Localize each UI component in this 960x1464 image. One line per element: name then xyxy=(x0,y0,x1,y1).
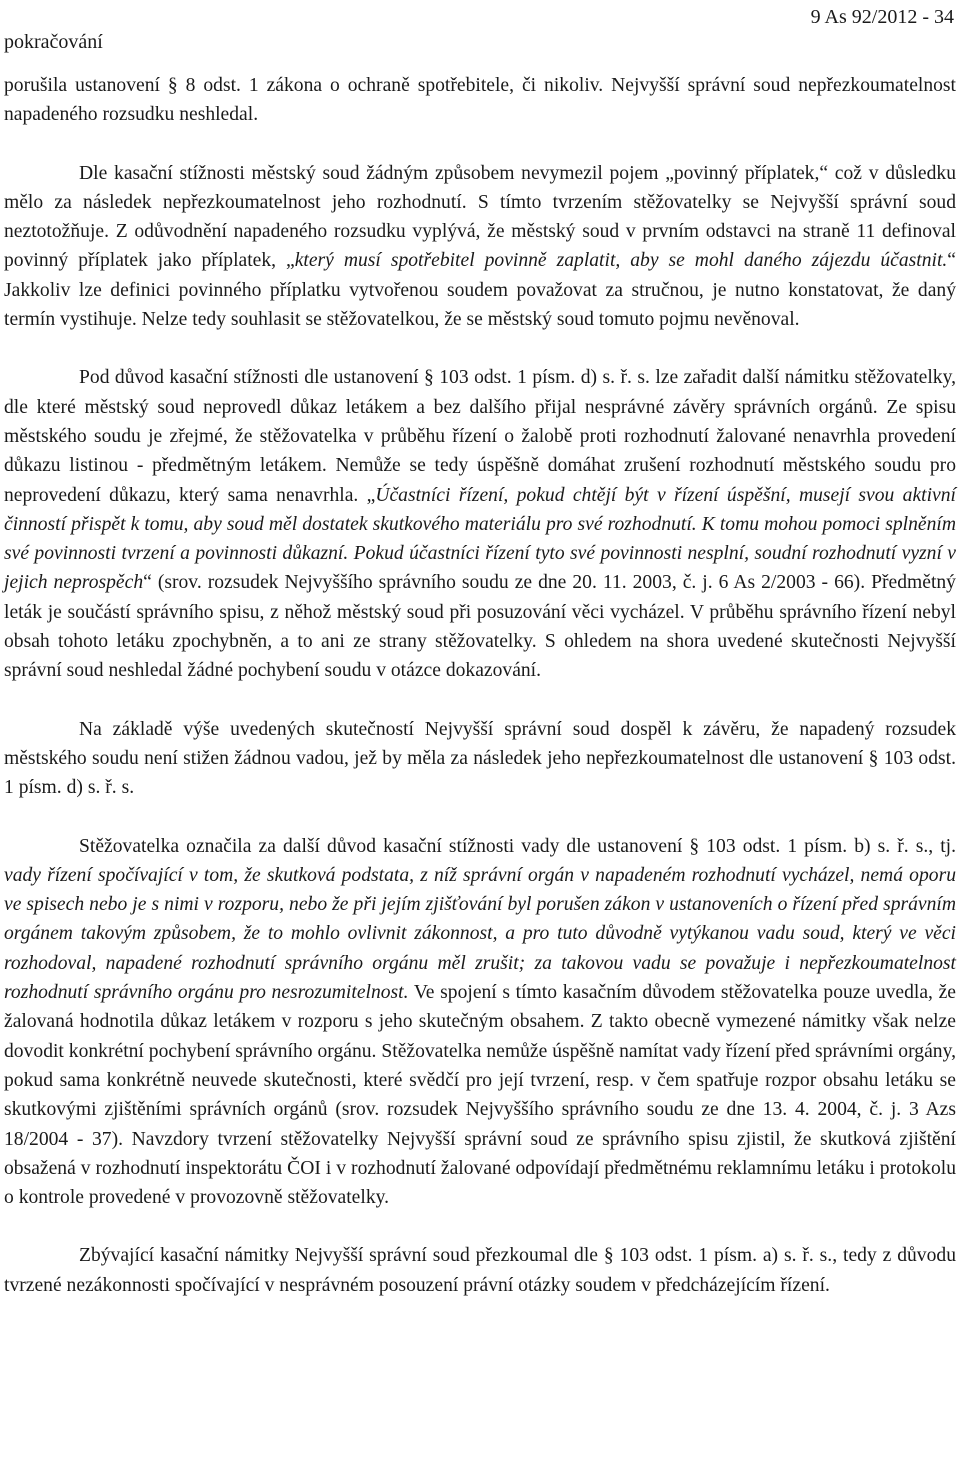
continuation-label: pokračování xyxy=(4,31,103,53)
text-segment: porušila ustanovení § 8 odst. 1 zákona o ochraně spotřebitele, či nikoliv. Nejvyšší správní soud nepřezkoumatelnost napadeného rozsudku neshledal. xyxy=(4,75,956,126)
text-segment: “ (srov. rozsudek Nejvyššího správního soudu ze dne 20. 11. 2003, č. j. 6 As 2/2003 - 66). Předmětný leták je součástí správního spisu, z něhož městský soud při posuzování věci vycházel. V průběhu správního řízení nebyl obsah tohoto letáku zpochybněn, a to ani ze strany stěžovatelky. S ohledem na shora uvedené skutečnosti Nejvyšší správní soud neshledal žádné pochybení soudu v otázce dokazování. xyxy=(4,572,956,682)
text-segment: “ Jakkoliv lze definici povinného příplatku vytvořenou soudem považovat za stručnou, je nutno konstatovat, že daný termín vystihuje. Nelze tedy souhlasit se stěžovatelkou, že se městský soud tomuto pojmu nevěnoval. xyxy=(4,250,956,331)
text-segment: Pod důvod kasační stížnosti dle ustanovení § 103 odst. 1 písm. d) s. ř. s. lze zařadit další námitku stěžovatelky, dle které městský soud neprovedl důkaz letákem a bez dalšího přijal nesprávné závěry správních orgánů. Ze spisu městského soudu je zřejmé, že stěžovatelka v průběhu řízení o žalobě proti rozhodnutí žalované nenavrhla provedení důkazu listinou - předmětným letákem. Nemůže se tedy úspěšně domáhat zrušení rozhodnutí městského soudu pro neprovedení důkazu, který sama nenavrhla. „ xyxy=(4,367,956,506)
text-segment: Stěžovatelka označila za další důvod kasační stížnosti vady dle ustanovení § 103 odst. 1 písm. b) s. ř. s., tj. xyxy=(79,835,956,857)
paragraph-2 xyxy=(4,159,956,335)
quoted-citation: Účastníci řízení, pokud chtějí být v řízení úspěšní, musejí svou aktivní činností přispět k tomu, aby soud měl dostatek skutkového materiálu pro své rozhodnutí. K tomu mohou pomoci splněním své povinnosti tvrzení a povinnosti důkazní. Pokud účastníci řízení tyto své povinnosti nesplní, soudní rozhodnutí vyzní v jejich neprospěch xyxy=(4,484,956,594)
case-number: 9 As 92/2012 - 34 xyxy=(810,6,954,28)
text-segment: Dle kasační stížnosti městský soud žádným způsobem nevymezil pojem „povinný příplatek,“ což v důsledku mělo za následek nepřezkoumatelnost jeho rozhodnutí. S tímto tvrzením stěžovatelky se Nejvyšší správní soud neztotožňuje. Z odůvodnění napadeného rozsudku vyplývá, že městský soud v prvním odstavci na straně 11 definoval povinný příplatek jako příplatek, „ xyxy=(4,162,956,272)
quoted-statute: vady řízení spočívající v tom, že skutková podstata, z níž správní orgán v napadeném rozhodnutí vycházel, nemá oporu ve spisech nebo je s nimi v rozporu, nebo že při jejím zjišťování byl porušen zákon v ustanoveních o řízení před správním orgánem takovým způsobem, že to mohlo ovlivnit zákonnost, a pro tuto důvodně vytýkanou vadu soud, který ve věci rozhodoval, napadené rozhodnutí správního orgánu měl zrušit; za takovou vadu se považuje i nepřezkoumatelnost rozhodnutí správního orgánu pro nesrozumitelnost. xyxy=(4,864,956,1004)
paragraph-3 xyxy=(4,363,956,685)
text-segment: Zbývající kasační námitky Nejvyšší správní soud přezkoumal dle § 103 odst. 1 písm. a) s. ř. s., tedy z důvodu tvrzené nezákonnosti spočívající v nesprávném posouzení právní otázky soudem v předcházejícím řízení. xyxy=(4,1245,956,1296)
text-segment: Ve spojení s tímto kasačním důvodem stěžovatelka pouze uvedla, že žalovaná hodnotila důkaz letákem v rozporu s jeho skutečným obsahem. Z takto obecně vymezené námitky však nelze dovodit konkrétní pochybení správního orgánu. Stěžovatelka nemůže úspěšně namítat vady řízení před správními orgány, pokud sama konkrétně neuvede skutečnosti, které svědčí pro její tvrzení, resp. v čem spatřuje rozpor obsahu letáku se skutkovými zjištěními správních orgánů (srov. rozsudek Nejvyššího správního soudu ze dne 13. 4. 2004, č. j. 3 Azs 18/2004 - 37). Navzdory tvrzení stěžovatelky Nejvyšší správní soud ze správního spisu zjistil, že skutková zjištění obsažená v rozhodnutí inspektorátu ČOI i v rozhodnutí žalované odpovídají předmětnému reklamnímu letáku i protokolu o kontrole provedené v provozovně stěžovatelky. xyxy=(4,982,957,1209)
paragraph-1 xyxy=(4,71,956,130)
paragraph-6 xyxy=(4,1241,956,1300)
quoted-definition: který musí spotřebitel povinně zaplatit, aby se mohl daného zájezdu účastnit. xyxy=(294,250,948,272)
text-segment: Na základě výše uvedených skutečností Nejvyšší správní soud dospěl k závěru, že napadený rozsudek městského soudu není stižen žádnou vadou, jež by měla za následek jeho nepřezkoumatelnost dle ustanovení § 103 odst. 1 písm. d) s. ř. s. xyxy=(4,718,956,799)
paragraph-5 xyxy=(4,832,956,1213)
document-body xyxy=(4,71,956,1300)
paragraph-4 xyxy=(4,715,956,803)
